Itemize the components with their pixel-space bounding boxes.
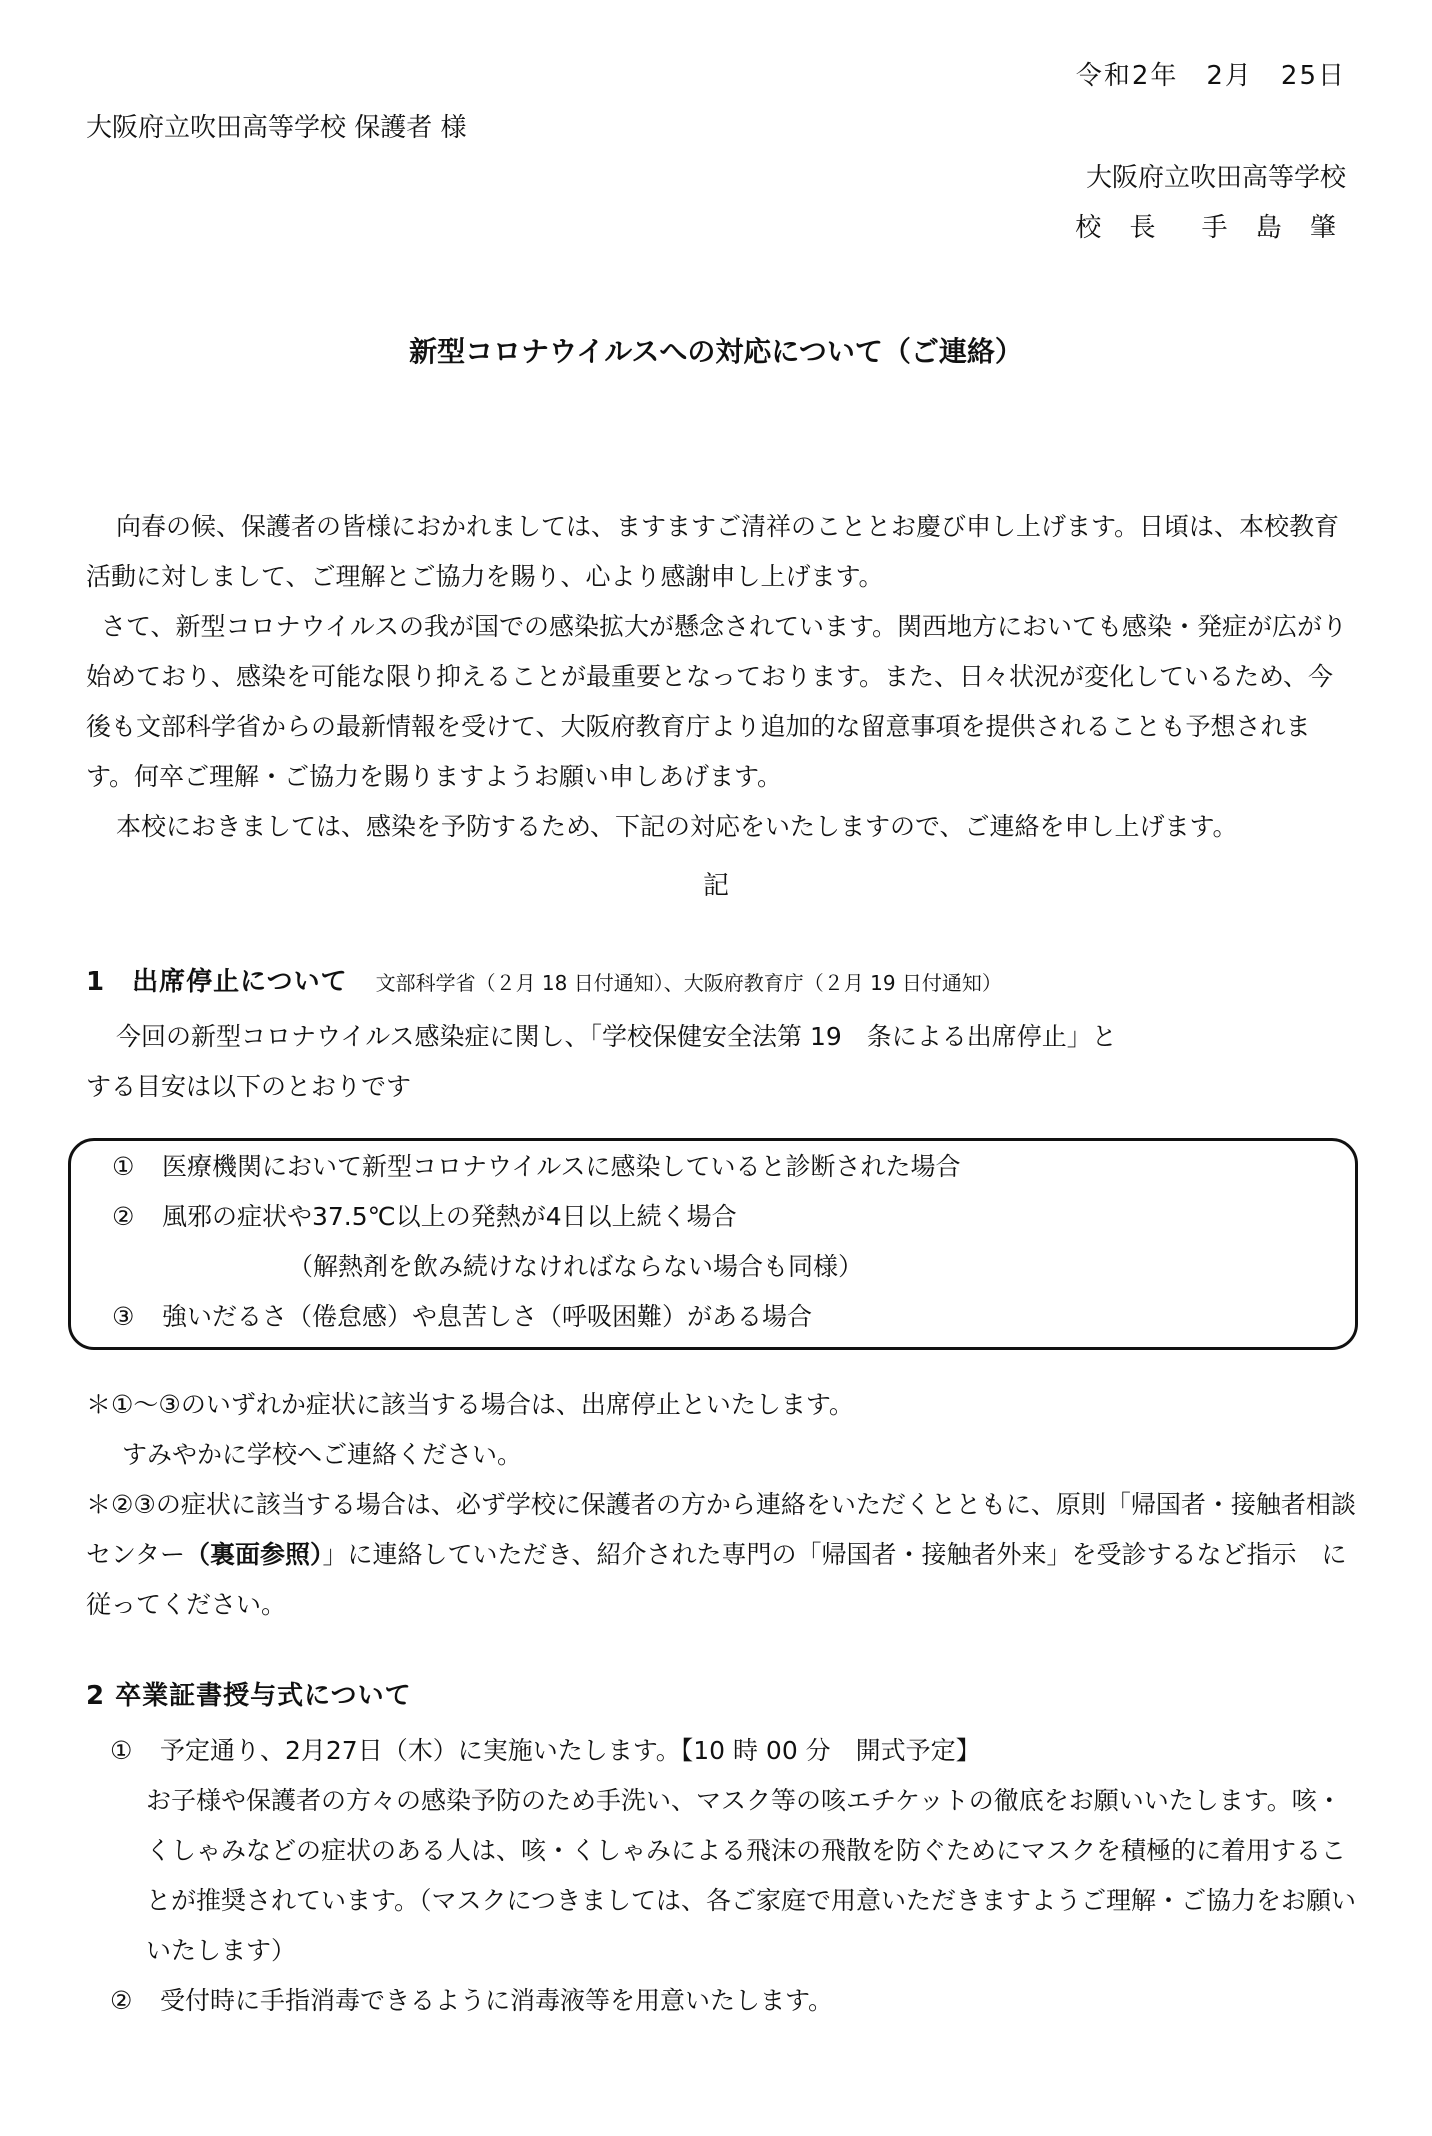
criteria-item (112, 1192, 961, 1242)
section1-reference: 文部科学省（２月 18 日付通知）、大阪府教育庁（２月 19 日付通知） (375, 971, 1002, 995)
section2-item-1-text: 予定通り、2月27日（木）に実施いたします。【10 時 00 分 開式予定】 (160, 1736, 981, 1765)
section2-item-2 (110, 1976, 1360, 2026)
criteria-list (112, 1142, 961, 1342)
greeting-body (86, 502, 1354, 852)
criteria-text: 強いだるさ（倦怠感）や息苦しさ（呼吸困難）がある場合 (162, 1302, 813, 1331)
paragraph-greeting: 向春の候、保護者の皆様におかれましては、ますますご清祥のこととお慶び申し上げます。日頃は、本校教育活動に対しまして、ご理解とご協力を賜り、心より感謝申し上げます。 (86, 512, 1340, 591)
section1-intro (86, 1012, 1354, 1112)
section2-heading: 2 卒業証書授与式について (86, 1681, 412, 1711)
criteria-number: ② (112, 1202, 135, 1231)
note-2 (86, 1480, 1366, 1630)
section2-content (110, 1726, 1360, 2026)
criteria-text: （解熱剤を飲み続けなければならない場合も同様） (288, 1252, 864, 1281)
note-2-text-a: ＊②③の症状に該当する場合は、必ず学校に保護者の方から連絡をいただくとともに、原則「帰国者・接触者相談センター (86, 1490, 1356, 1569)
criteria-item (112, 1292, 961, 1342)
note-1: ＊①～③のいずれか症状に該当する場合は、出席停止といたします。 (86, 1390, 854, 1419)
section1-heading (86, 962, 1002, 1002)
paragraph-situation: さて、新型コロナウイルスの我が国での感染拡大が懸念されています。関西地方においても感染・発症が広がり始めており、感染を可能な限り抑えることが最重要となっております。また、日々状況が変化しているため、今後も文部科学省からの最新情報を受けて、大阪府教育庁より追加的な留意事項を提供されることも予想されます。何卒ご理解・ご協力を賜りますようお願い申しあげます。 (86, 612, 1348, 791)
criteria-text: 風邪の症状や37.5℃以上の発熱が4日以上続く場合 (162, 1202, 737, 1231)
issuer-school: 大阪府立吹田高等学校 (1085, 163, 1346, 193)
criteria-item (112, 1142, 961, 1192)
page-title: 新型コロナウイルスへの対応について（ご連絡） (409, 335, 1023, 368)
criteria-number: ① (112, 1152, 135, 1181)
section2-item-1-number: ① (110, 1736, 133, 1765)
issuer-principal: 校 長 手 島 肇 (1075, 213, 1346, 243)
paragraph-response: 本校におきましては、感染を予防するため、下記の対応をいたしますので、ご連絡を申し上げます。 (116, 812, 1238, 841)
addressee: 大阪府立吹田高等学校 保護者 様 (86, 113, 467, 143)
section2-item-2-number: ② (110, 1986, 133, 2015)
ki-marker: 記 (702, 871, 729, 901)
criteria-item-note (112, 1242, 961, 1292)
document-date: 令和2年 2月 25日 (1075, 61, 1346, 91)
note-1-continued: すみやかに学校へご連絡ください。 (122, 1440, 523, 1469)
section1-notes (86, 1380, 1366, 1630)
note-2-text-b: 」に連絡していただき、紹介された専門の「帰国者・接触者外来」を受診するなど指示 に従ってください。 (86, 1540, 1347, 1619)
section2-item-1-paragraph: お子様や保護者の方々の感染予防のため手洗い、マスク等の咳エチケットの徹底をお願いいたします。咳・くしゃみなどの症状のある人は、咳・くしゃみによる飛沫の飛散を防ぐためにマスクを積極的に着用することが推奨されています。（マスクにつきましては、各ご家庭で用意いただきますようご理解・ご協力をお願いいたします） (146, 1786, 1357, 1965)
section2-item-2-text: 受付時に手指消毒できるように消毒液等を用意いたします。 (160, 1986, 834, 2015)
section1-line1: 今回の新型コロナウイルス感染症に関し、「学校保健安全法第 19 条による出席停止」と (116, 1022, 1117, 1051)
criteria-text: 医療機関において新型コロナウイルスに感染していると診断された場合 (162, 1152, 961, 1181)
criteria-number: ③ (112, 1302, 135, 1331)
section1-title: 1 出席停止について (86, 967, 348, 997)
note-2-bold: （裏面参照） (185, 1540, 323, 1569)
section2-item-1 (110, 1726, 1360, 1776)
section1-line2: する目安は以下のとおりです (86, 1072, 412, 1101)
